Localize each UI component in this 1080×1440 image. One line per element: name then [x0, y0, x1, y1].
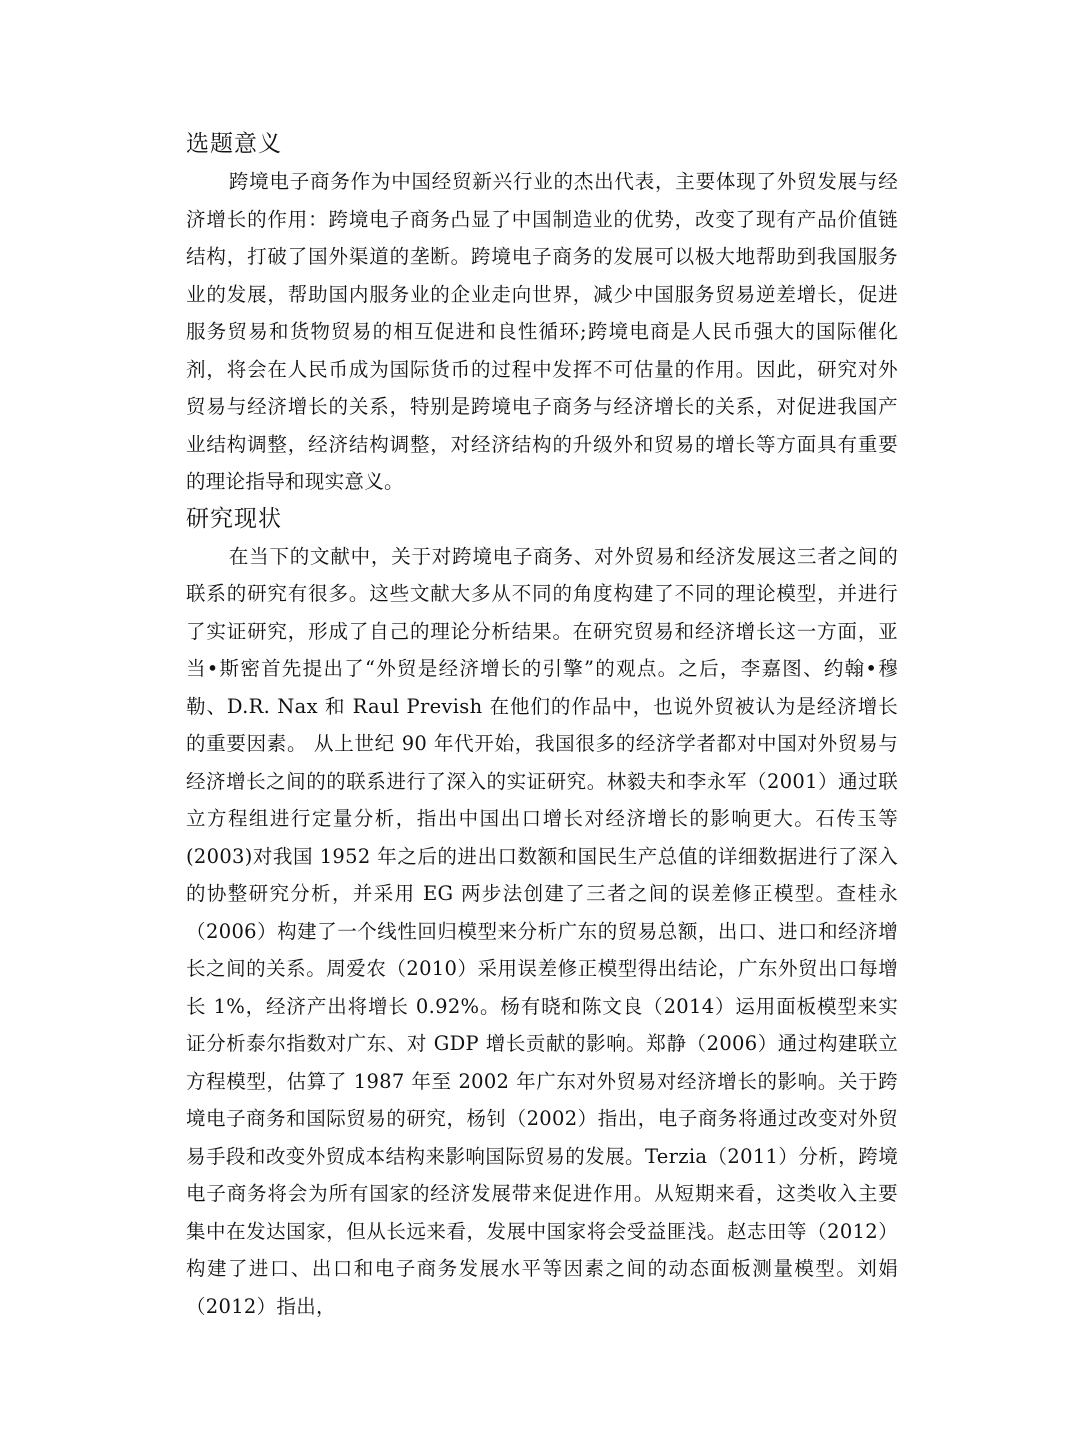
paragraph-significance: 跨境电子商务作为中国经贸新兴行业的杰出代表，主要体现了外贸发展与经济增长的作用：跨境电子商务凸显了中国制造业的优势，改变了现有产品价值链结构，打破了国外渠道的垄断。跨境电子商务的发展可以极大地帮助到我国服务业的发展，帮助国内服务业的企业走向世界，减少中国服务贸易逆差增长，促进服务贸易和货物贸易的相互促进和良性循环;跨境电商是人民币强大的国际催化剂，将会在人民币成为国际货币的过程中发挥不可估量的作用。因此，研究对外贸易与经济增长的关系，特别是跨境电子商务与经济增长的关系，对促进我国产业结构调整，经济结构调整，对经济结构的升级外和贸易的增长等方面具有重要的理论指导和现实意义。 [186, 170, 898, 493]
section-heading-significance: 选题意义 [186, 131, 282, 157]
document-body [186, 126, 898, 1325]
section-heading-research-status: 研究现状 [186, 505, 282, 532]
paragraph-research-status: 在当下的文献中，关于对跨境电子商务、对外贸易和经济发展这三者之间的联系的研究有很多。这些文献大多从不同的角度构建了不同的理论模型，并进行了实证研究，形成了自己的理论分析结果。在研究贸易和经济增长这一方面，亚当•斯密首先提出了“外贸是经济增长的引擎”的观点。之后，李嘉图、约翰•穆勒、D.R. Nax 和 Raul Prevish 在他们的作品中，也说外贸被认为是经济增长的重要因素。 从上世纪 90 年代开始，我国很多的经济学者都对中国对外贸易与经济增长之间的的联系进行了深入的实证研究。林毅夫和李永军（2001）通过联立方程组进行定量分析，指出中国出口增长对经济增长的影响更大。石传玉等(2003)对我国 1952 年之后的进出口数额和国民生产总值的详细数据进行了深入的协整研究分析，并采用 EG 两步法创建了三者之间的误差修正模型。查桂永（2006）构建了一个线性回归模型来分析广东的贸易总额，出口、进口和经济增长之间的关系。周爱农（2010）采用误差修正模型得出结论，广东外贸出口每增长 1%，经济产出将增长 0.92%。杨有晓和陈文良（2014）运用面板模型来实证分析泰尔指数对广东、对 GDP 增长贡献的影响。郑静（2006）通过构建联立方程模型，估算了 1987 年至 2002 年广东对外贸易对经济增长的影响。关于跨境电子商务和国际贸易的研究，杨钊（2002）指出，电子商务将通过改变对外贸易手段和改变外贸成本结构来影响国际贸易的发展。Terzia（2011）分析，跨境电子商务将会为所有国家的经济发展带来促进作用。从短期来看，这类收入主要集中在发达国家，但从长远来看，发展中国家将会受益匪浅。赵志田等（2012）构建了进口、出口和电子商务发展水平等因素之间的动态面板测量模型。刘娟（2012）指出， [186, 544, 898, 1318]
